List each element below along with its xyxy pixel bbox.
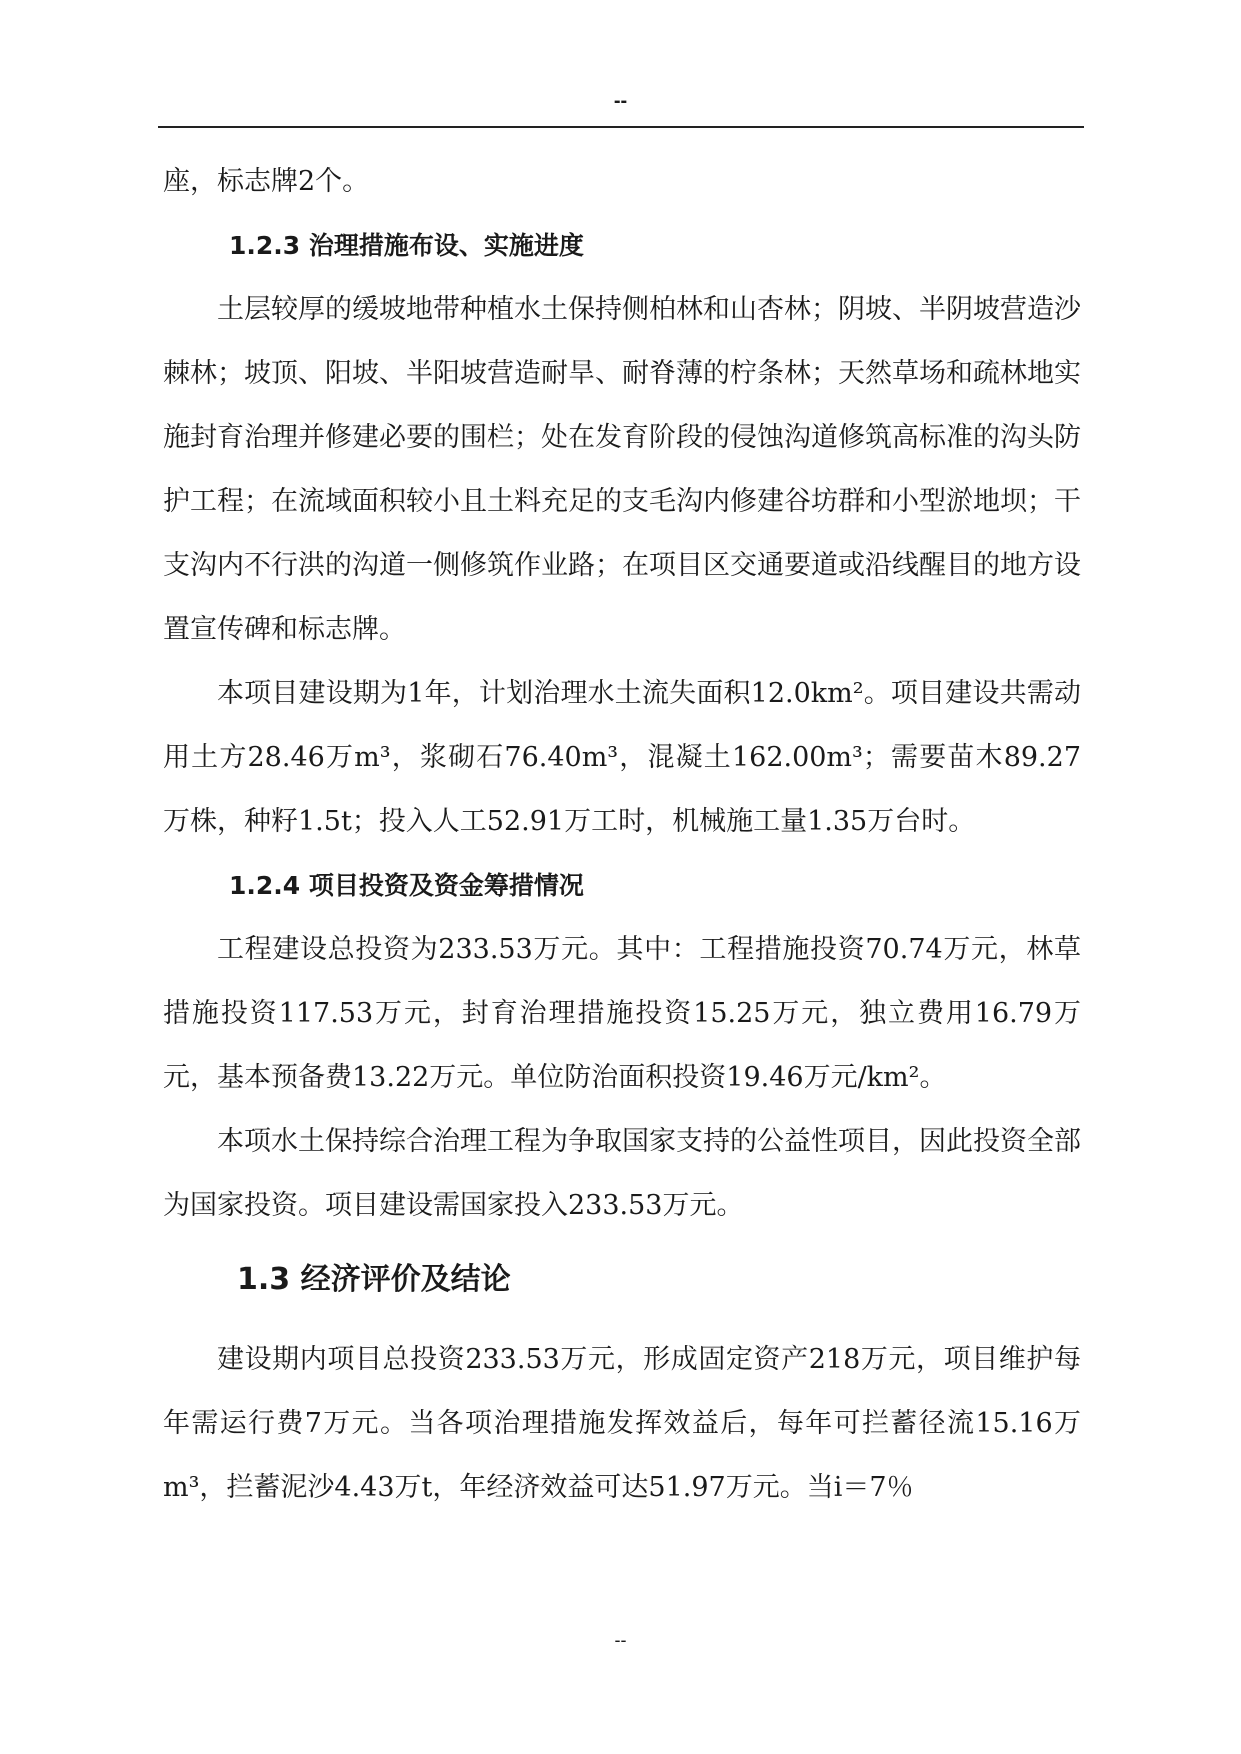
- paragraph-funding: 本项水土保持综合治理工程为争取国家支持的公益性项目，因此投资全部为国家投资。项目建设需国家投入233.53万元。: [163, 1126, 1081, 1221]
- paragraph-continuation: 座，标志牌2个。: [163, 166, 370, 197]
- page-header-mark: --: [613, 90, 628, 112]
- section-heading-1-2-3: 1.2.3 治理措施布设、实施进度: [229, 231, 584, 260]
- paragraph-economic-evaluation: 建设期内项目总投资233.53万元，形成固定资产218万元，项目维护每年需运行费7万元。当各项治理措施发挥效益后，每年可拦蓄径流15.16万m³，拦蓄泥沙4.43万t，年经济效益可达51.97万元。当i＝7％: [163, 1344, 1081, 1503]
- paragraph-construction-schedule: 本项目建设期为1年，计划治理水土流失面积12.0km²。项目建设共需动用土方28.46万m³，浆砌石76.40m³，混凝土162.00m³；需要苗木89.27万株，种籽1.5t；投入人工52.91万工时，机械施工量1.35万台时。: [163, 678, 1081, 837]
- header-divider: [158, 126, 1084, 128]
- page-footer-mark: --: [614, 1630, 627, 1650]
- section-heading-1-2-4: 1.2.4 项目投资及资金筹措情况: [229, 871, 584, 900]
- paragraph-measures-layout: 土层较厚的缓坡地带种植水土保持侧柏林和山杏林；阴坡、半阴坡营造沙棘林；坡顶、阳坡、半阳坡营造耐旱、耐脊薄的柠条林；天然草场和疏林地实施封育治理并修建必要的围栏；处在发育阶段的侵蚀沟道修筑高标准的沟头防护工程；在流域面积较小且土料充足的支毛沟内修建谷坊群和小型淤地坝；干支沟内不行洪的沟道一侧修筑作业路；在项目区交通要道或沿线醒目的地方设置宣传碑和标志牌。: [163, 294, 1081, 645]
- paragraph-investment: 工程建设总投资为233.53万元。其中：工程措施投资70.74万元，林草措施投资117.53万元，封育治理措施投资15.25万元，独立费用16.79万元，基本预备费13.22万元。单位防治面积投资19.46万元/km²。: [163, 934, 1081, 1093]
- document-body: [163, 150, 1081, 1520]
- section-heading-1-3: 1.3 经济评价及结论: [237, 1262, 511, 1297]
